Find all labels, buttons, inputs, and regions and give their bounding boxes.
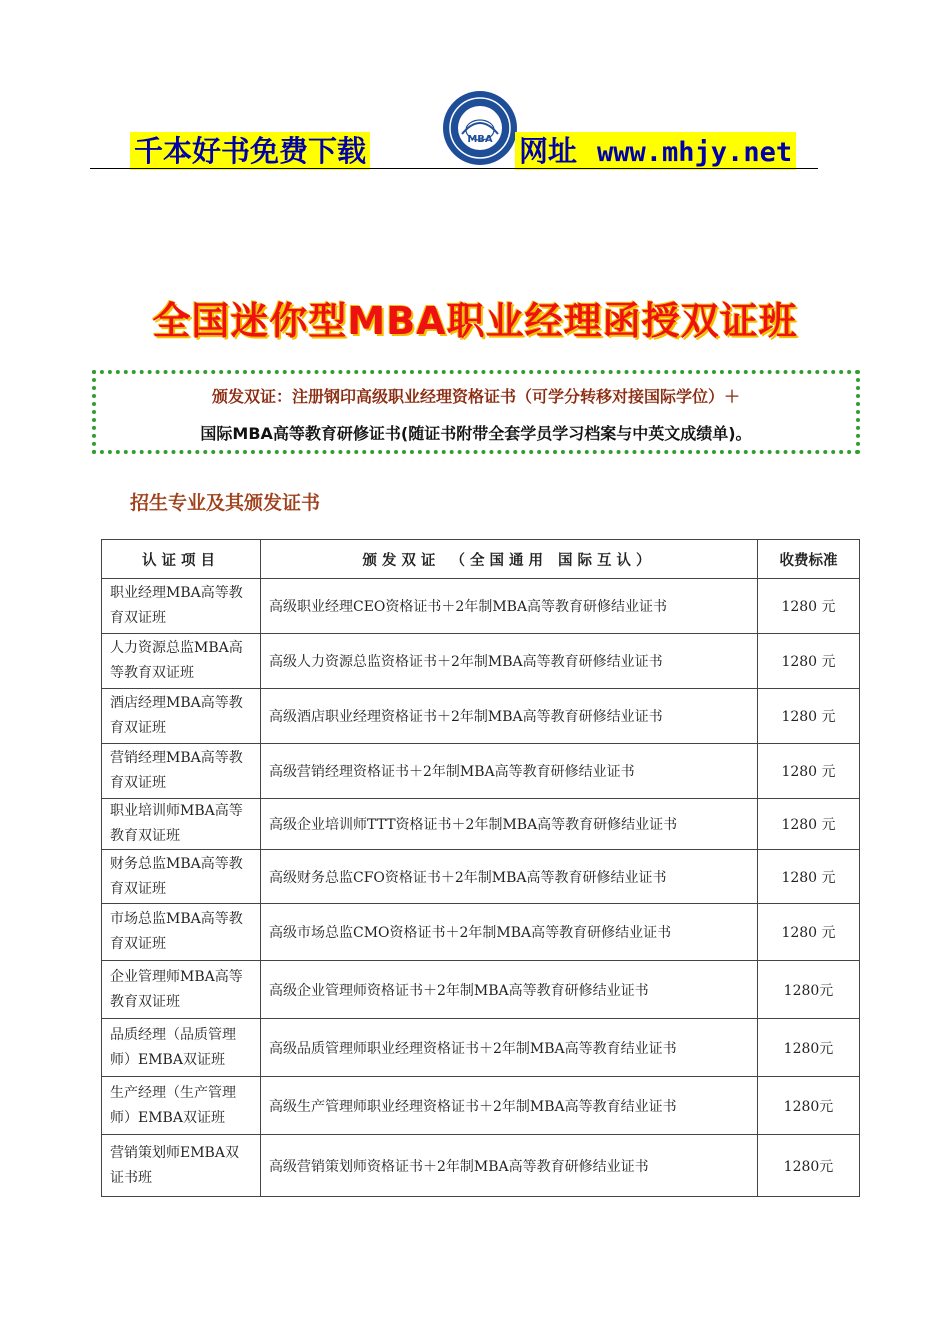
header-program: 认证项目: [102, 540, 261, 579]
certificate-table: [101, 539, 860, 1197]
table-row: [102, 1135, 860, 1197]
program-cell: 职业培训师MBA高等教育双证班: [102, 799, 261, 850]
fee-cell: 1280元: [758, 961, 860, 1019]
fee-cell: 1280 元: [758, 744, 860, 799]
header-site: [515, 132, 796, 170]
section-heading: 招生专业及其颁发证书: [130, 492, 321, 514]
program-cell: 职业经理MBA高等教育双证班: [102, 579, 261, 634]
site-label: 网址: [519, 134, 578, 168]
program-cell: 企业管理师MBA高等教育双证班: [102, 961, 261, 1019]
dual-cert-box: [92, 370, 860, 454]
table-row: [102, 744, 860, 799]
cert-cell: 高级企业培训师TTT资格证书＋2年制MBA高等教育研修结业证书: [261, 799, 758, 850]
table-row: [102, 634, 860, 689]
cert-cell: 高级财务总监CFO资格证书＋2年制MBA高等教育研修结业证书: [261, 850, 758, 904]
header-fee: 收费标准: [758, 540, 860, 579]
program-cell: 财务总监MBA高等教育双证班: [102, 850, 261, 904]
table-row: [102, 1077, 860, 1135]
cert-cell: 高级营销策划师资格证书＋2年制MBA高等教育研修结业证书: [261, 1135, 758, 1197]
page-title: 全国迷你型MBA职业经理函授双证班: [152, 299, 798, 343]
cert-cell: 高级营销经理资格证书＋2年制MBA高等教育研修结业证书: [261, 744, 758, 799]
fee-cell: 1280 元: [758, 904, 860, 961]
cert-cell: 高级企业管理师资格证书＋2年制MBA高等教育研修结业证书: [261, 961, 758, 1019]
table-row: [102, 850, 860, 904]
fee-cell: 1280 元: [758, 850, 860, 904]
table-row: [102, 961, 860, 1019]
program-cell: 人力资源总监MBA高等教育双证班: [102, 634, 261, 689]
fee-cell: 1280 元: [758, 634, 860, 689]
cert-cell: 高级品质管理师职业经理资格证书＋2年制MBA高等教育结业证书: [261, 1019, 758, 1077]
cert-cell: 高级市场总监CMO资格证书＋2年制MBA高等教育研修结业证书: [261, 904, 758, 961]
program-cell: 营销经理MBA高等教育双证班: [102, 744, 261, 799]
program-cell: 营销策划师EMBA双证书班: [102, 1135, 261, 1197]
header-left-text: 千本好书免费下载: [130, 132, 370, 170]
program-cell: 品质经理（品质管理师）EMBA双证班: [102, 1019, 261, 1077]
fee-cell: 1280 元: [758, 689, 860, 744]
dual-cert-line2: 国际MBA高等教育研修证书(随证书附带全套学员学习档案与中英文成绩单)。: [200, 424, 752, 443]
table-header-row: [102, 540, 860, 579]
table-row: [102, 1019, 860, 1077]
fee-cell: 1280元: [758, 1019, 860, 1077]
fee-cell: 1280元: [758, 1135, 860, 1197]
logo-text: MBA: [467, 134, 493, 145]
page-header: [90, 90, 818, 170]
dual-cert-line1: 颁发双证：注册钢印高级职业经理资格证书（可学分转移对接国际学位）＋: [211, 387, 740, 406]
fee-cell: 1280 元: [758, 799, 860, 850]
fee-cell: 1280 元: [758, 579, 860, 634]
mba-logo-icon: [442, 90, 518, 166]
header-cert: 颁发双证 （全国通用 国际互认）: [261, 540, 758, 579]
program-cell: 酒店经理MBA高等教育双证班: [102, 689, 261, 744]
program-cell: 生产经理（生产管理师）EMBA双证班: [102, 1077, 261, 1135]
table-row: [102, 904, 860, 961]
program-cell: 市场总监MBA高等教育双证班: [102, 904, 261, 961]
site-url-link[interactable]: www.mhjy.net: [597, 137, 793, 168]
table-row: [102, 579, 860, 634]
fee-cell: 1280元: [758, 1077, 860, 1135]
cert-cell: 高级生产管理师职业经理资格证书＋2年制MBA高等教育结业证书: [261, 1077, 758, 1135]
header-rule: [90, 168, 818, 169]
table-row: [102, 689, 860, 744]
cert-cell: 高级人力资源总监资格证书＋2年制MBA高等教育研修结业证书: [261, 634, 758, 689]
cert-cell: 高级职业经理CEO资格证书＋2年制MBA高等教育研修结业证书: [261, 579, 758, 634]
table-row: [102, 799, 860, 850]
cert-cell: 高级酒店职业经理资格证书＋2年制MBA高等教育研修结业证书: [261, 689, 758, 744]
